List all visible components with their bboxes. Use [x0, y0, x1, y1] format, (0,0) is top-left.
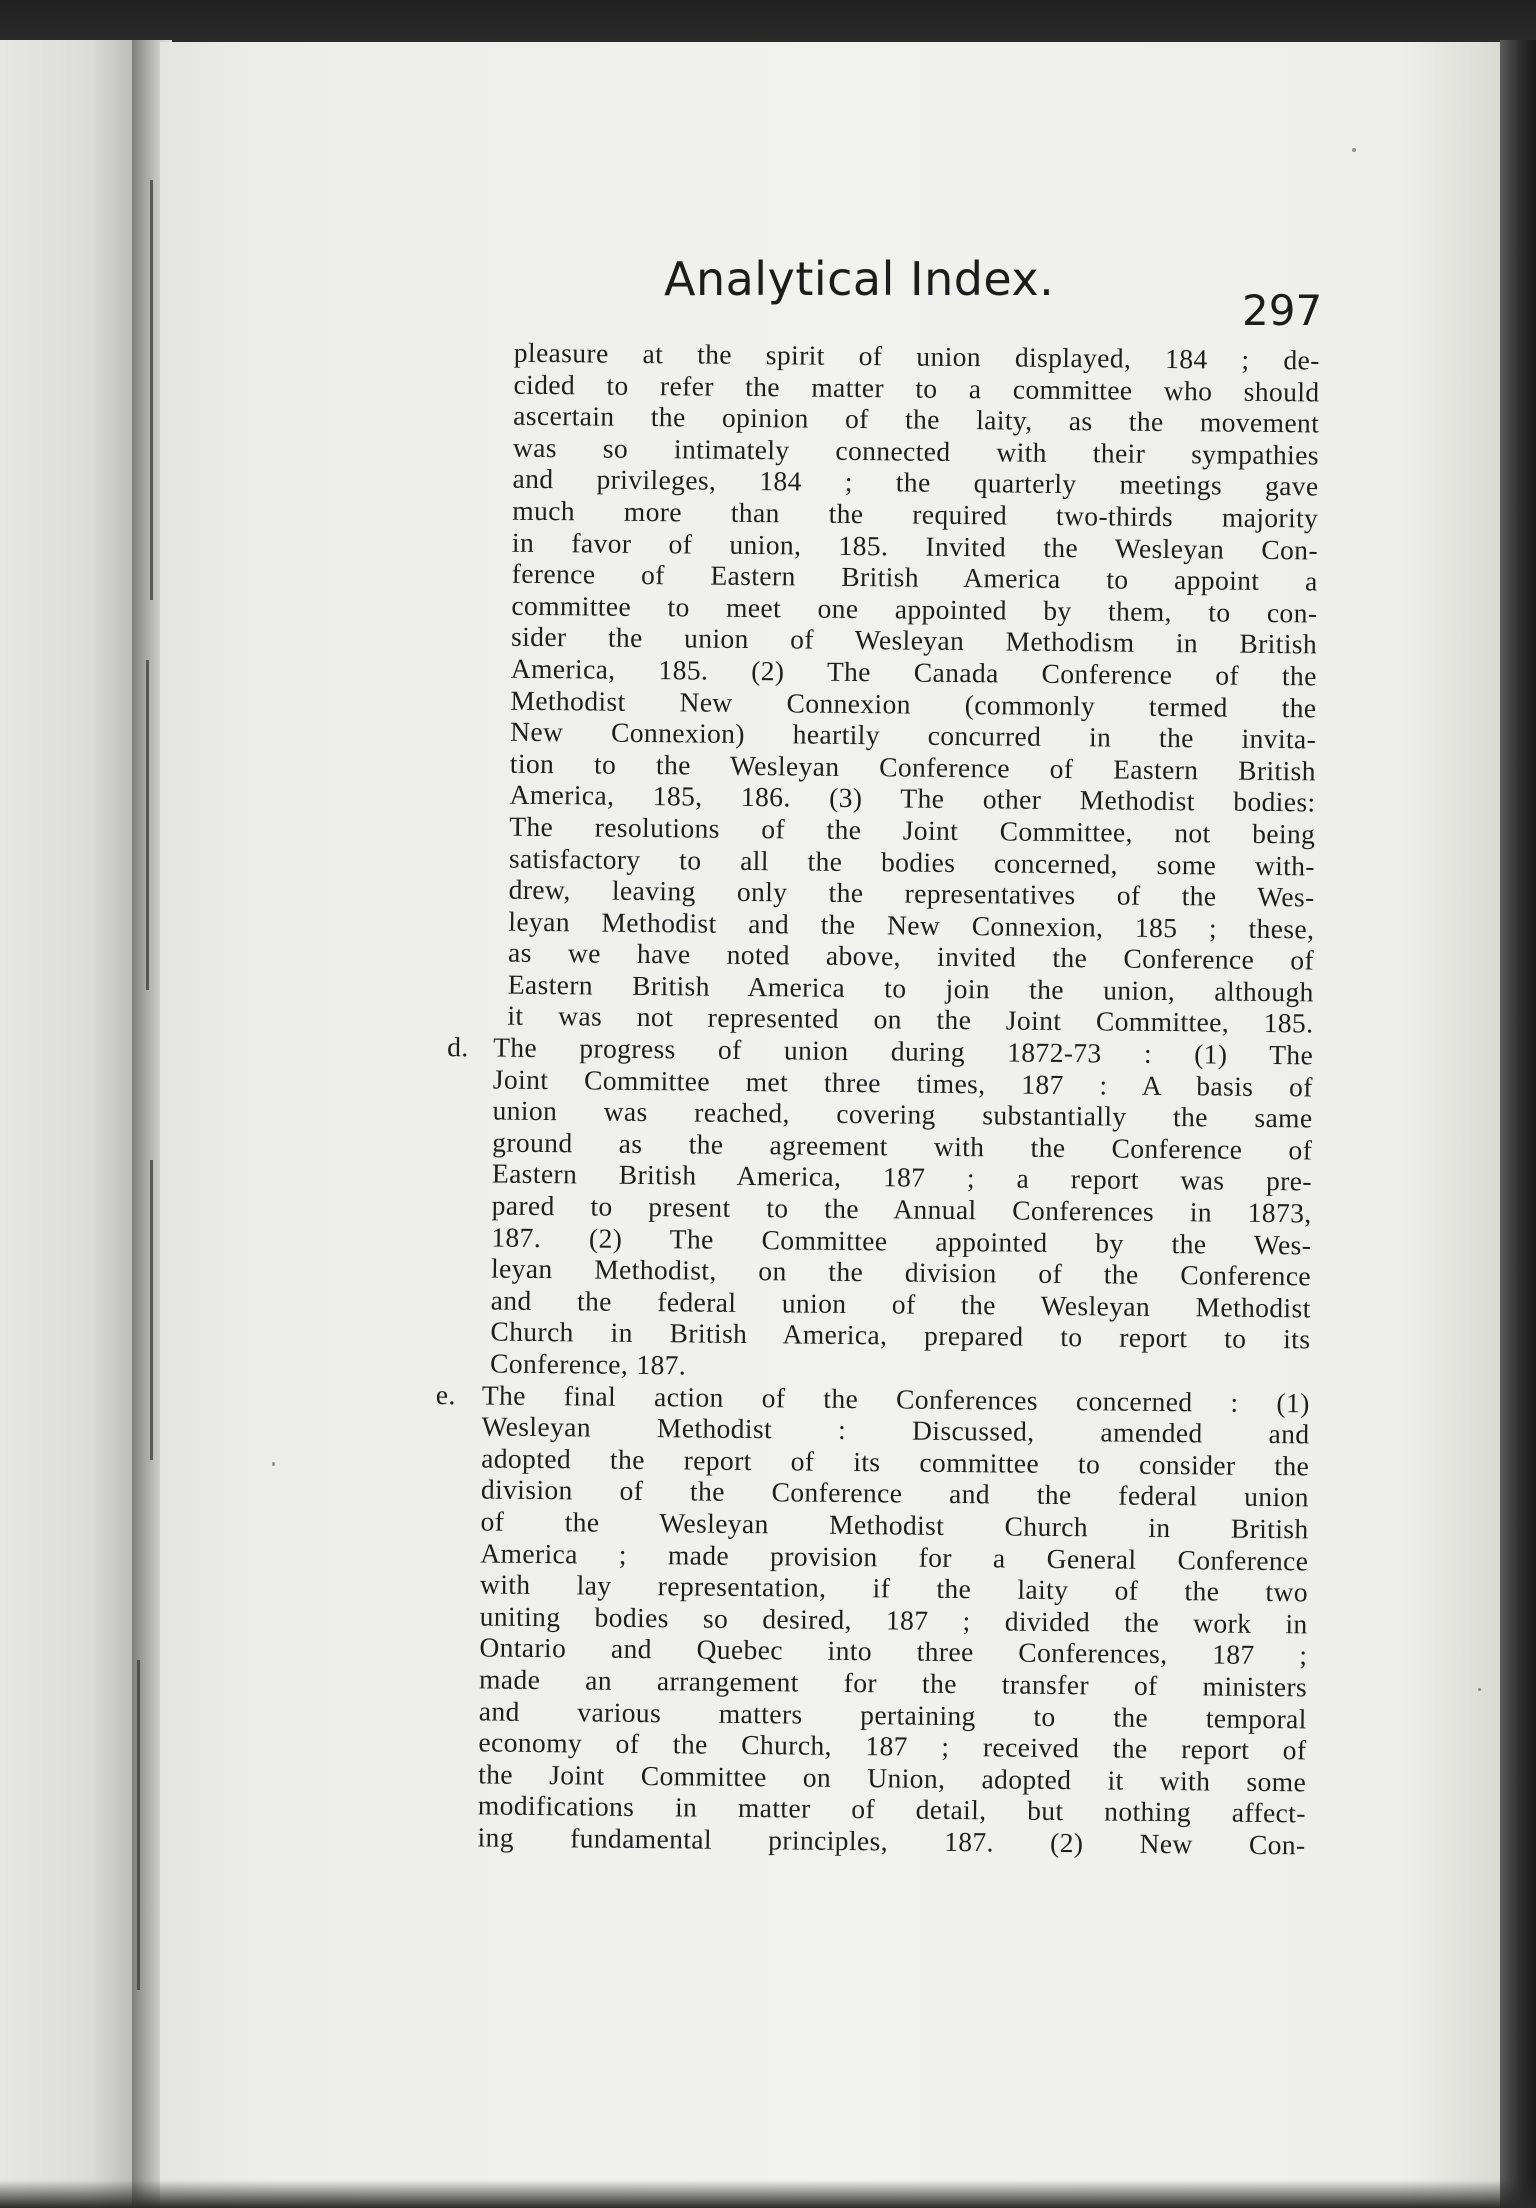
page-header — [664, 252, 1324, 335]
text-line: Church in British America, prepared to report to its — [490, 1315, 1311, 1355]
gutter-crease — [137, 1660, 140, 1990]
text-line: America, 185, 186. (3) The other Methodist bodies: — [509, 779, 1316, 818]
text-line: Eastern British America, 187 ; a report was pre- — [491, 1157, 1313, 1197]
text-line: with lay representation, if the laity of the two — [479, 1568, 1309, 1608]
text-line: Wesleyan Methodist : Discussed, amended and — [481, 1410, 1310, 1450]
text-line: Methodist New Connexion (commonly termed the — [510, 684, 1317, 723]
text-line: made an arrangement for the transfer of ministers — [478, 1663, 1308, 1703]
text-line: pleasure at the spirit of union displayed, 184 ; de- — [513, 336, 1320, 376]
text-line: and various matters pertaining to the temporal — [478, 1694, 1307, 1734]
text-line: much more than the required two-thirds majority — [512, 494, 1319, 534]
gutter-crease — [150, 180, 153, 600]
entry-marker-e: e. — [435, 1378, 456, 1410]
text-line: pared to present to the Annual Conferences in 1873, — [491, 1189, 1312, 1229]
text-line: tion to the Wesleyan Conference of Eastern British — [509, 747, 1317, 787]
text-line: committee to meet one appointed by them, to con- — [511, 589, 1318, 629]
text-line: America ; made provision for a General Conference — [480, 1537, 1309, 1576]
text-line: leyan Methodist and the New Connexion, 185 ; these, — [508, 905, 1315, 945]
text-line: was so intimately connected with their sympathies — [512, 431, 1320, 471]
text-line: economy of the Church, 187 ; received the report of — [478, 1726, 1307, 1766]
paper-speck — [272, 1462, 275, 1466]
text-line: and privileges, 184 ; the quarterly meetings gave — [512, 463, 1319, 502]
scan-right-edge — [1500, 40, 1536, 2208]
text-line: New Connexion) heartily concurred in the invita- — [510, 715, 1317, 755]
text-line: as we have noted above, invited the Conference of — [507, 936, 1315, 976]
text-line: in favor of union, 185. Invited the Wesleyan Con- — [511, 526, 1319, 565]
text-line: and the federal union of the Wesleyan Methodist — [490, 1284, 1311, 1324]
facing-page-edge — [0, 40, 150, 2208]
entry-marker-d: d. — [447, 1031, 469, 1063]
text-line: modifications in matter of detail, but nothing affect- — [477, 1789, 1307, 1829]
running-title: Analytical Index. — [664, 252, 1055, 306]
text-line: cided to refer the matter to a committee who should — [513, 368, 1320, 408]
text-line: ference of Eastern British America to appoint a — [511, 557, 1318, 597]
text-line: 187. (2) The Committee appointed by the Wes- — [491, 1221, 1312, 1261]
text-line: ing fundamental principles, 187. (2) New Con- — [477, 1821, 1306, 1861]
text-line: The resolutions of the Joint Committee, not being — [509, 810, 1316, 850]
text-line: union was reached, covering substantially the same — [492, 1094, 1313, 1134]
gutter-crease — [146, 660, 149, 990]
paper-speck — [1352, 148, 1356, 152]
text-line: it was not represented on the Joint Committee, 185. — [507, 1000, 1314, 1039]
text-line: Joint Committee met three times, 187 : A basis of — [492, 1063, 1313, 1103]
text-line: satisfactory to all the bodies concerned, some with- — [508, 842, 1316, 881]
page-number: 297 — [1242, 286, 1323, 335]
gutter-crease — [150, 1160, 153, 1460]
text-line: adopted the report of its committee to consider the — [481, 1442, 1310, 1482]
text-line: Ontario and Quebec into three Conferences, 187 ; — [479, 1631, 1308, 1671]
text-line: ground as the agreement with the Conference of — [492, 1126, 1313, 1166]
text-line: uniting bodies so desired, 187 ; divided the work in — [479, 1600, 1308, 1640]
text-line: The progress of union during 1872-73 : (1) The — [493, 1031, 1314, 1071]
text-line: ascertain the opinion of the laity, as the movement — [513, 399, 1320, 439]
paper-speck — [1478, 1688, 1481, 1691]
text-line: leyan Methodist, on the division of the Conference — [490, 1252, 1312, 1292]
text-line: drew, leaving only the representatives of the Wes- — [508, 873, 1315, 913]
index-entries — [425, 336, 1320, 1861]
text-line: sider the union of Wesleyan Methodism in British — [510, 621, 1318, 660]
text-line: Eastern British America to join the union, although — [507, 968, 1314, 1008]
text-line: The final action of the Conferences concerned : (1) — [481, 1379, 1310, 1418]
text-line: of the Wesleyan Methodist Church in British — [480, 1505, 1309, 1545]
scan-bottom-edge — [0, 2180, 1536, 2208]
text-line: division of the Conference and the federal union — [480, 1473, 1310, 1513]
text-line: Conference, 187. — [489, 1347, 687, 1381]
text-line: the Joint Committee on Union, adopted it with some — [478, 1758, 1307, 1798]
text-line: America, 185. (2) The Canada Conference of the — [510, 652, 1317, 692]
